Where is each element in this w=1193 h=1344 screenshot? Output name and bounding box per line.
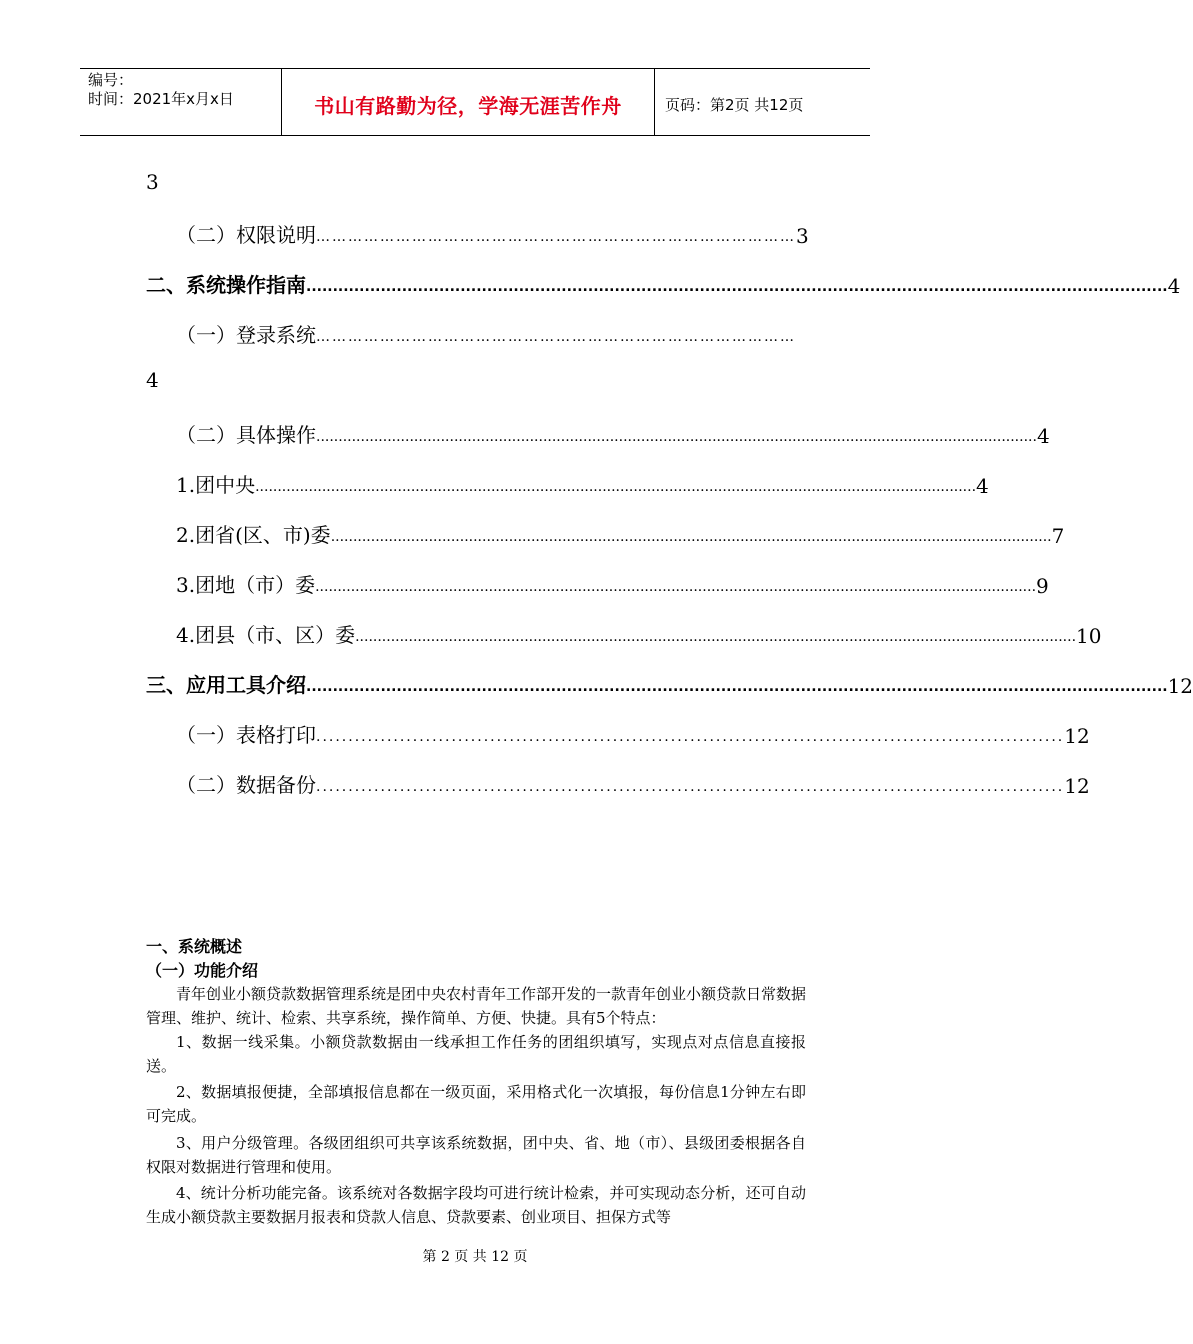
page-header [80,68,870,136]
toc-item-label: （二）具体操作 [176,423,316,447]
body-paragraph: 3、用户分级管理。各级团组织可共享该系统数据，团中央、省、地（市）、县级团委根据各自权限对数据进行管理和使用。 [146,1134,806,1176]
toc-item-page: 9 [1036,574,1049,598]
toc-leader: .................................................................................................................................................................. [306,279,1168,295]
toc-leader: ……………………………………………………………………………… [316,229,796,245]
toc-item-label: （二）数据备份 [176,773,316,797]
header-page-label: 页码：第2页 共12页 [665,95,804,114]
toc-item[interactable] [146,268,1181,298]
toc-item-page: 12 [1064,774,1090,798]
toc-leader: .................................................................................................................................................................. [355,629,1077,645]
toc-item-label: （二）权限说明 [176,223,316,247]
toc-leader: .................................................................................................................... [316,729,1065,745]
toc-item-label: 2.团省(区、市)委 [176,523,331,547]
toc-item-label: 4.团县（市、区）委 [176,623,356,647]
body-paragraph: 2、数据填报便捷，全部填报信息都在一级页面，采用格式化一次填报，每份信息1分钟左右即可完成。 [146,1083,806,1125]
toc-leader: .................................................................................................................................................................. [315,579,1037,595]
toc-item[interactable] [176,718,1090,748]
toc-stray-page-number: 3 [146,170,159,194]
toc-item-label: 3.团地（市）委 [176,573,316,597]
toc-leader: .................................................................................................................................................................. [255,479,977,495]
toc-item[interactable] [146,668,1193,698]
toc-item[interactable] [176,468,989,498]
toc-item-label: 二、系统操作指南 [146,273,306,297]
toc-item-page: 4 [1167,274,1181,298]
toc-item-page: 10 [1076,624,1102,648]
body-paragraph: 4、统计分析功能完备。该系统对各数据字段均可进行统计检索，并可实现动态分析，还可自动生成小额贷款主要数据月报表和贷款人信息、贷款要素、创业项目、担保方式等 [146,1184,806,1226]
toc-item[interactable] [176,618,1102,648]
header-meta [80,69,282,135]
toc-item-page: 7 [1051,524,1065,548]
page-footer: 第 2 页 共 12 页 [422,1249,528,1265]
toc-item-page: 4 [976,474,989,498]
toc-item-page: 4 [1036,424,1050,448]
body-paragraph: 1、数据一线采集。小额贷款数据由一线承担工作任务的团组织填写，实现点对点信息直接报送。 [146,1033,806,1075]
toc-item-label: （一）登录系统 [176,323,316,347]
toc-item-label: 1.团中央 [176,473,256,497]
toc-item[interactable] [176,418,1050,448]
toc-item[interactable] [176,518,1065,548]
toc-item-page: 3 [796,224,809,248]
toc-item[interactable] [176,568,1049,598]
toc-leader: .................................................................................................................................................................. [330,529,1052,545]
toc-item-label: （一）表格打印 [176,723,316,747]
toc-leader: .................................................................................................................................................................. [316,429,1037,445]
body-paragraph: 青年创业小额贷款数据管理系统是团中央农村青年工作部开发的一款青年创业小额贷款日常数据管理、维护、统计、检索、共享系统，操作简单、方便、快捷。具有5个特点： [146,985,807,1027]
header-date: 时间：2021年x月x日 [88,90,234,108]
toc-stray-page-number: 4 [146,368,159,392]
toc-leader: .................................................................................................................... [316,779,1065,795]
header-number: 编号： [88,71,134,89]
toc-leader: ……………………………………………………………………………… [316,329,796,345]
toc-item[interactable] [176,218,809,248]
section-title: 一、系统概述 [146,937,243,956]
toc-item[interactable] [176,768,1090,798]
toc-leader: .................................................................................................................................................................. [306,679,1168,695]
toc-item-page: 12 [1064,724,1090,748]
toc-item[interactable] [176,318,806,348]
toc-item-label: 三、应用工具介绍 [146,673,306,697]
toc-item-page: 12 [1167,674,1193,698]
header-motto: 书山有路勤为径，学海无涯苦作舟 [282,69,655,135]
subsection-title: （一）功能介绍 [146,961,259,980]
